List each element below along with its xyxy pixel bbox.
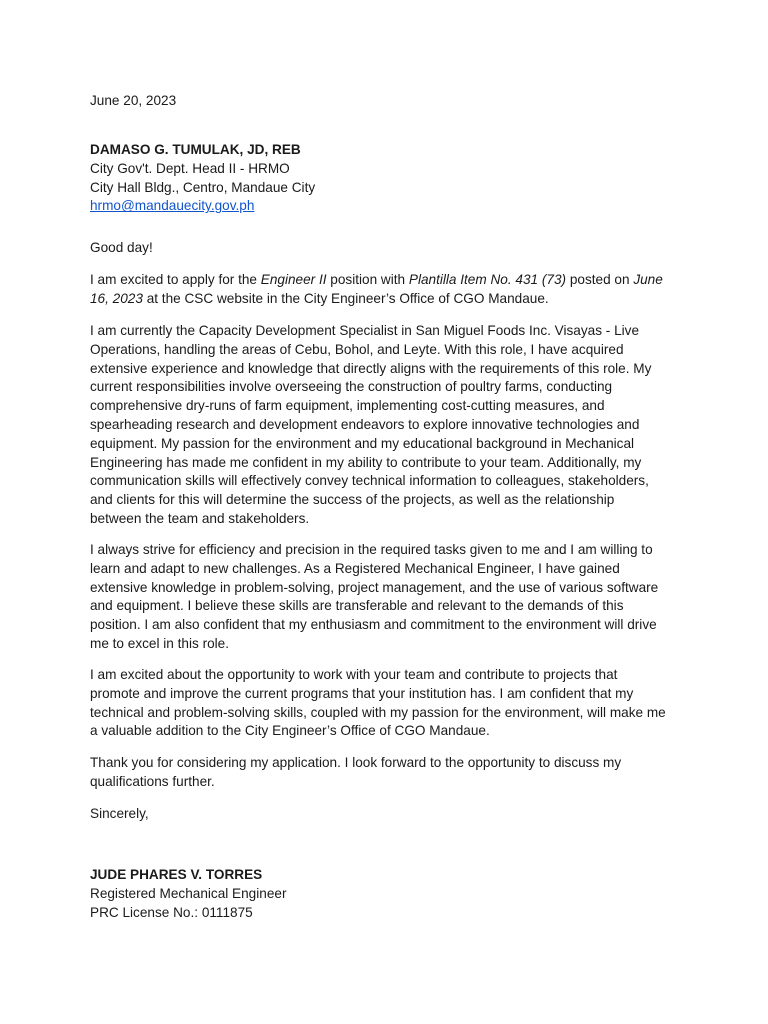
para1-text-1: I am excited to apply for the	[90, 272, 261, 287]
sender-license: PRC License No.: 0111875	[90, 904, 253, 920]
para3-line: extensive knowledge in problem-solving, project management, and the use of various software	[90, 579, 659, 595]
para2-line: extensive experience and knowledge that directly aligns with the requirements of this role. My	[90, 360, 652, 376]
recipient-address: City Hall Bldg., Centro, Mandaue City	[90, 179, 316, 195]
para2-line: Operations, handling the areas of Cebu, Bohol, and Leyte. With this role, I have acquired	[90, 341, 624, 357]
para1-position-title: Engineer II	[260, 272, 327, 287]
para1-text-3: posted on	[566, 272, 634, 287]
para2-line: and clients for this will determine the success of the projects, as well as the relationship	[90, 492, 615, 508]
closing-text: Sincerely,	[90, 806, 149, 821]
paragraph-3	[90, 541, 690, 654]
signature-block	[90, 866, 690, 922]
para2-line: Engineering has made me confident in my ability to contribute to your team. Additionally, my	[90, 454, 642, 470]
paragraph-1	[90, 271, 690, 309]
para5-line: Thank you for considering my application. I look forward to the opportunity to discuss my	[90, 755, 622, 770]
para3-line: me to excel in this role.	[90, 635, 230, 651]
sender-name: JUDE PHARES V. TORRES	[90, 867, 263, 882]
para1-plantilla-item: Plantilla Item No. 431 (73)	[408, 272, 567, 287]
paragraph-4	[90, 666, 690, 741]
para3-line: position. I am also confident that my enthusiasm and commitment to the environment will drive	[90, 617, 657, 633]
para2-line: I am currently the Capacity Development Specialist in San Miguel Foods Inc. Visayas - Live	[90, 323, 640, 338]
para2-line: equipment. My passion for the environment and my educational background in Mechanical	[90, 435, 635, 451]
para4-line: promote and improve the current programs that your institution has. I am confident that my	[90, 685, 634, 701]
para2-line: comprehensive dry-runs of farm equipment, implementing cost-cutting measures, and	[90, 398, 605, 414]
para3-line: I always strive for efficiency and precision in the required tasks given to me and I am willing to	[90, 542, 653, 557]
para3-line: and equipment. I believe these skills are transferable and relevant to the demands of this	[90, 598, 624, 614]
sender-title: Registered Mechanical Engineer	[90, 885, 287, 901]
recipient-email-link[interactable]: hrmo@mandauecity.gov.ph	[90, 198, 255, 214]
paragraph-5	[90, 754, 690, 792]
para4-line: I am excited about the opportunity to work with your team and contribute to projects that	[90, 667, 618, 682]
para2-line: between the team and stakeholders.	[90, 510, 310, 526]
paragraph-2	[90, 322, 690, 529]
letter-date	[90, 92, 690, 111]
para4-line: technical and problem-solving skills, coupled with my passion for the environment, will make me	[90, 704, 666, 720]
recipient-title: City Gov't. Dept. Head II - HRMO	[90, 160, 290, 176]
para4-line: a valuable addition to the City Engineer’s Office of CGO Mandaue.	[90, 723, 490, 739]
recipient-name: DAMASO G. TUMULAK, JD, REB	[90, 142, 301, 157]
para1-posted-date-a: June	[633, 272, 663, 287]
para3-line: learn and adapt to new challenges. As a Registered Mechanical Engineer, I have gained	[90, 560, 620, 576]
date-text: June 20, 2023	[90, 93, 177, 108]
recipient-block	[90, 141, 690, 216]
para2-line: communication skills will effectively convey technical information to colleagues, stakeholders,	[90, 473, 649, 489]
para1-text-4: at the CSC website in the City Engineer’s Office of CGO Mandaue.	[142, 290, 549, 306]
greeting	[90, 239, 690, 258]
greeting-text: Good day!	[90, 240, 153, 255]
para1-posted-date-b: 16, 2023	[90, 290, 143, 306]
para1-text-2: position with	[326, 272, 409, 287]
para2-line: spearheading research and development endeavors to explore innovative technologies and	[90, 416, 640, 432]
para2-line: current responsibilities involve overseeing the construction of poultry farms, conducting	[90, 379, 613, 395]
para5-line: qualifications further.	[90, 773, 215, 789]
closing	[90, 805, 690, 824]
